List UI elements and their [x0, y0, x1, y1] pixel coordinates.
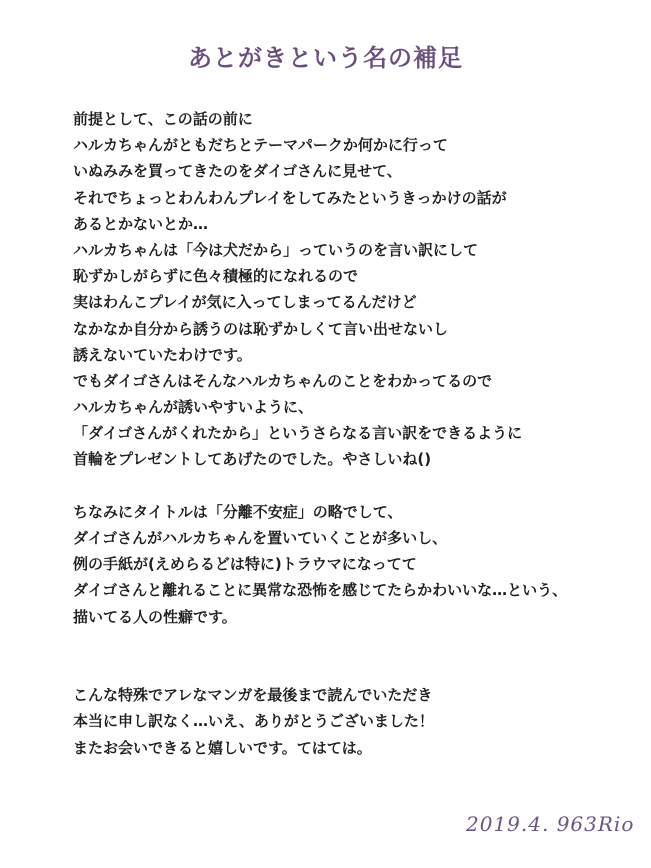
paragraph-title-explanation [73, 499, 633, 630]
page-title: あとがきという名の補足 [188, 44, 463, 72]
text-line: いぬみみを買ってきたのをダイゴさんに見せて、 [73, 162, 402, 181]
text-line: それでちょっとわんわんプレイをしてみたというきっかけの話が [73, 188, 507, 207]
handwritten-signature [466, 806, 636, 846]
paragraph-gap [73, 473, 633, 499]
text-line: ハルカちゃんは「今は犬だから」っていうのを言い訳にして [73, 240, 479, 259]
text-line: 実はわんこプレイが気に入ってしまってるんだけど [73, 293, 417, 312]
text-line: 誘えないていたわけです。 [73, 345, 252, 364]
text-line: 恥ずかしがらずに色々積極的になれるので [73, 267, 359, 286]
text-line: なかなか自分から誘うのは恥ずかしくて言い出せないし [73, 319, 449, 338]
paragraph-gap [73, 630, 633, 682]
text-line: ダイゴさんと離れることに異常な恐怖を感じてたらかわいいな…という、 [73, 581, 568, 600]
paragraph-premise [73, 106, 633, 473]
signature-text: 2019.4. 963Rio [466, 812, 635, 836]
text-line: こんな特殊でアレなマンガを最後まで読んでいただき [73, 686, 433, 705]
text-line: 前提として、この話の前に [73, 110, 253, 128]
text-line: 首輪をプレゼントしてあげたのでした。やさしいね() [73, 450, 432, 469]
text-line: 「ダイゴさんがくれたから」というさらなる言い訳をできるように [73, 424, 523, 443]
text-line: 本当に申し訳なく…いえ、ありがとうございました！ [73, 712, 434, 731]
text-line: ちなみにタイトルは「分離不安症」の略でして、 [73, 502, 403, 521]
afterword-body [73, 106, 633, 761]
text-line: ハルカちゃんが誘いやすいように、 [73, 398, 314, 417]
text-line: またお会いできると嬉しいです。てはては。 [73, 738, 372, 757]
text-line: あるとかないとか… [73, 214, 209, 233]
text-line: 例の手紙が(えめらるどは特に)トラウマになってて [73, 555, 417, 574]
paragraph-thanks [73, 682, 633, 761]
text-line: でもダイゴさんはそんなハルカちゃんのことをわかってるので [73, 371, 493, 390]
text-line: ハルカちゃんがともだちとテーマパークか何かに行って [73, 136, 448, 155]
text-line: ダイゴさんがハルカちゃんを置いていくことが多いし、 [73, 529, 448, 547]
text-line: 描いてる人の性癖です。 [73, 607, 237, 626]
